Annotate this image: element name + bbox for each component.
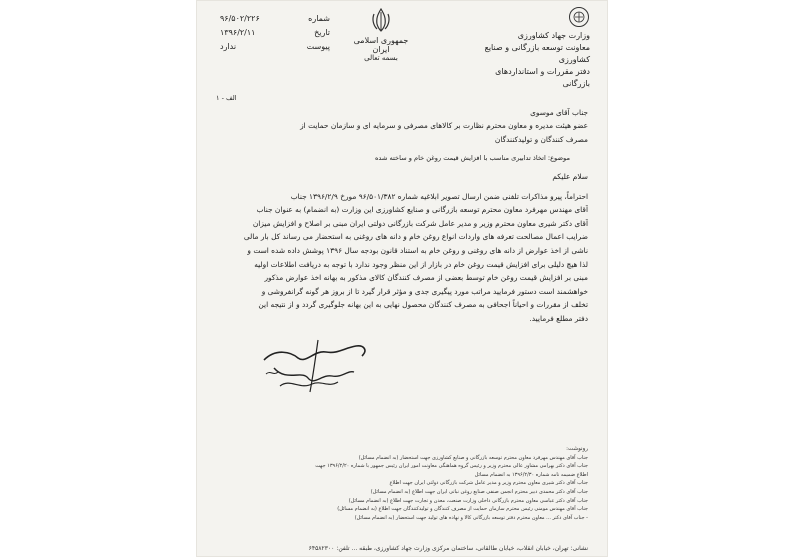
cc-line: جناب آقای دکتر عباسی معاون محترم بازرگانی داخلی وزارت صنعت، معدن و تجارت جهت اطلاع (به انضمام مسائل) bbox=[348, 497, 588, 504]
cc-title: رونوشت: bbox=[566, 446, 588, 452]
number-value: ۹۶/۵۰۲/۲۲۶ bbox=[220, 14, 260, 23]
addressee: جناب آقای موسوی bbox=[530, 107, 588, 117]
addressee-role-line-2: مصرف کنندگان و تولیدکنندگان bbox=[494, 134, 588, 144]
paragraph-line: لذا هیچ دلیلی برای افزایش قیمت روغن خام در بازار از این منظر وجود ندارد با توجه به دریافت اطلاعات اولیه bbox=[254, 259, 588, 269]
emblem-title: جمهوری اسلامی ایران bbox=[353, 36, 409, 54]
cc-line: جناب آقای مهندس مهرفرد معاون محترم توسعه بازرگانی و صنایع کشاورزی جهت استحضار (به انضمام مسائل) bbox=[358, 454, 588, 461]
ministry-seal-icon bbox=[568, 6, 590, 28]
paragraph-line: آقای مهندس مهرفرد معاون محترم توسعه بازرگانی و صنایع کشاورزی این وزارت (به انضمام) به عنوان جناب bbox=[256, 205, 588, 215]
letter-footer: نشانی: تهران، خیابان انقلاب، خیابان طالقانی، ساختمان مرکزی وزارت جهاد کشاورزی، طبقه ... تلفن: ۶۴۵۸۲۳۰۰ bbox=[308, 545, 588, 552]
letterhead-emblem bbox=[346, 6, 416, 62]
cc-line: - جناب آقای دکتر ... معاون محترم دفتر توسعه بازرگانی کالا و نهاده های تولید جهت استحضار (به انضمام مسائل) bbox=[354, 514, 588, 521]
attachment-row bbox=[220, 40, 330, 54]
cc-line: جناب آقای دکتر بهرامی مشاور عالی محترم وزیر و رئیس گروه هماهنگی معاونت امور ایران رئیس جمهور با شماره ۱۳۹۶/۲/۲۰ جهت bbox=[315, 463, 588, 470]
paragraph-line: احتراماً، پیرو مذاکرات تلفنی ضمن ارسال تصویر ابلاغیه شماره ۹۶/۵۰۱/۳۸۲ مورخ ۱۳۹۶/۲/۹ جناب bbox=[290, 191, 588, 201]
paragraph-line: ناشی از اخذ عوارض از دانه های روغنی و روغن خام به استناد قانون بودجه سال ۱۳۹۶ پوشش داده شده است و bbox=[247, 245, 588, 255]
date-label: تاریخ bbox=[314, 28, 330, 37]
paragraph-line: تخلف از مقررات و احیاناً اجحافی به مصرف کنندگان محصول نهایی به این بهانه جلوگیری گردد و از نتیجه این bbox=[258, 300, 588, 310]
letter-paragraph bbox=[216, 190, 588, 326]
paragraph-line: ضرایب اعمال مصالحت تعرفه های واردات انواع روغن خام و دانه های روغنی به استحضار می رساند کل بار مالی bbox=[243, 232, 588, 242]
paragraph-line: دفتر مطلع فرمایید. bbox=[529, 313, 588, 323]
subject-line: موضوع: اتخاذ تدابیری مناسب با افزایش قیمت روغن خام و ساخته شده bbox=[374, 154, 570, 163]
iran-emblem-icon bbox=[367, 6, 395, 34]
paragraph-line: آقای دکتر شیری معاون محترم وزیر و مدیر عامل شرکت بازرگانی دولتی ایران مبنی بر اصلاح و افزایش میزان bbox=[252, 218, 588, 228]
cc-line: اطلاع ضمیمه نامه شماره ۱۳۹۶/۲/۳۰ به انضمام مسائل bbox=[474, 471, 588, 478]
classification: الف - ۱ bbox=[216, 94, 237, 102]
ministry-name: وزارت جهاد کشاورزی bbox=[517, 31, 590, 40]
cc-line: جناب آقای مهندس مومنی رئیس محترم سازمان حمایت از مصرف کنندگان و تولیدکنندگان جهت اطلاع (به انضمام مسائل) bbox=[337, 506, 588, 513]
cc-line: جناب آقای دکتر محمدی دبیر محترم انجمن صنفی صنایع روغن نباتی ایران جهت اطلاع (به انضمام مسائل) bbox=[370, 488, 588, 495]
cc-list bbox=[236, 445, 588, 522]
paragraph-line: خواهشمند است دستور فرمایید مراتب مورد پیگیری جدی و مؤثر قرار گیرد تا از بروز هر گونه گرانفروشی و bbox=[261, 286, 588, 296]
greeting: سلام علیکم bbox=[552, 171, 588, 181]
emblem-subtitle: بسمه تعالی bbox=[364, 54, 398, 62]
addressee-role-line-1: عضو هیئت مدیره و معاون محترم نظارت بر کالاهای مصرفی و سرمایه ای و سازمان حمایت از bbox=[300, 121, 588, 131]
organization-name: معاونت توسعه بازرگانی و صنایع کشاورزی bbox=[484, 43, 590, 64]
letter-meta bbox=[220, 12, 330, 54]
attachment-label: پیوست bbox=[306, 42, 330, 51]
number-label: شماره bbox=[308, 14, 330, 23]
ministry-header bbox=[470, 6, 590, 90]
attachment-value: ندارد bbox=[220, 42, 237, 51]
letter-paper bbox=[196, 0, 608, 557]
date-row bbox=[220, 26, 330, 40]
letter-body bbox=[216, 92, 588, 326]
office-name: دفتر مقررات و استانداردهای بازرگانی bbox=[495, 67, 590, 88]
number-row bbox=[220, 12, 330, 26]
paragraph-line: مبنی بر افزایش قیمت روغن خام توسط بعضی از مصرف کنندگان کالای مذکور به بهانه اخذ عوارض مذکور bbox=[264, 273, 588, 283]
cc-line: جناب آقای دکتر شیری معاون محترم وزیر و مدیر عامل شرکت بازرگانی دولتی ایران جهت اطلاع bbox=[389, 480, 588, 487]
handwritten-signature bbox=[256, 330, 376, 400]
date-value: ۱۳۹۶/۲/۱۱ bbox=[220, 28, 256, 37]
